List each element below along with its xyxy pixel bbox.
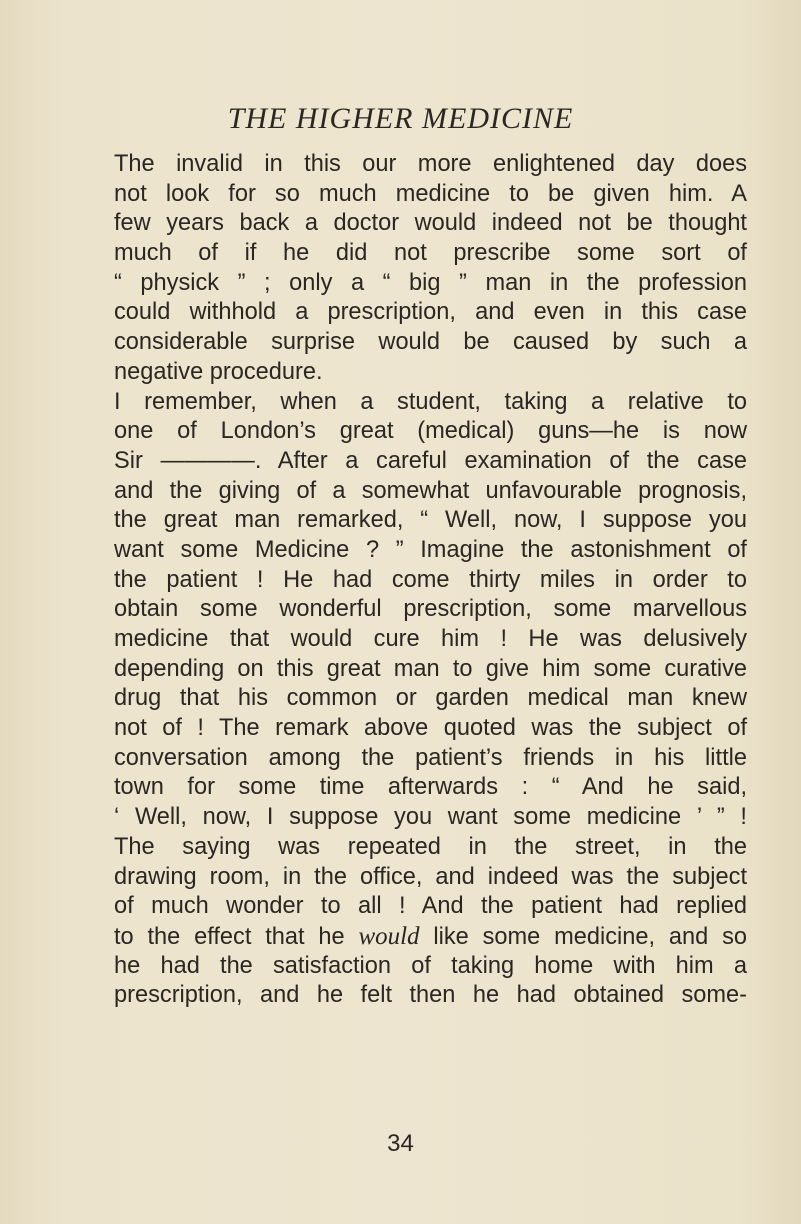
body-text [114, 150, 747, 1011]
page-number: 34 [387, 1130, 414, 1157]
text-line: Sir ————. After a careful examination of the case [114, 447, 747, 474]
text-line: drug that his common or garden medical man knew [114, 685, 747, 712]
text-line: not look for so much medicine to be given him. A [114, 180, 747, 207]
text-line: town for some time afterwards : “ And he said, [114, 774, 747, 801]
text-line: obtain some wonderful prescription, some marvellous [114, 596, 747, 623]
text-line: conversation among the patient’s friends in his little [114, 744, 747, 771]
text-line: and the giving of a somewhat unfavourable prognosis, [114, 477, 747, 504]
text-line: he had the satisfaction of taking home with him a [114, 952, 747, 979]
text-line: the patient ! He had come thirty miles in order to [114, 566, 747, 593]
text-line: I remember, when a student, taking a relative to [114, 388, 747, 415]
text-line: much of if he did not prescribe some sort of [114, 240, 747, 267]
text-line: “ physick ” ; only a “ big ” man in the profession [114, 269, 747, 296]
text-line: one of London’s great (medical) guns—he is now [114, 418, 747, 445]
text-line: The saying was repeated in the street, in the [114, 833, 747, 860]
text-line: of much wonder to all ! And the patient had replied [114, 893, 747, 920]
text-line: The invalid in this our more enlightened day does [114, 151, 747, 177]
text-line: drawing room, in the office, and indeed was the subject [114, 863, 747, 890]
text-line: could withhold a prescription, and even in this case [114, 299, 747, 326]
text-line: medicine that would cure him ! He was delusively [114, 626, 747, 652]
text-line: negative procedure. [114, 358, 323, 385]
text-line: to the effect that he would like some medicine, and so [114, 922, 747, 950]
text-line: considerable surprise would be caused by such a [114, 329, 747, 356]
text-line: prescription, and he felt then he had obtained some- [114, 982, 747, 1009]
text-line: want some Medicine ? ” Imagine the astonishment of [114, 536, 747, 563]
text-line: depending on this great man to give him some curative [114, 655, 747, 682]
running-head: THE HIGHER MEDICINE [227, 102, 574, 135]
text-line: few years back a doctor would indeed not be thought [114, 210, 747, 237]
text-line: not of ! The remark above quoted was the subject of [114, 715, 747, 742]
text-line: the great man remarked, “ Well, now, I suppose you [114, 507, 747, 534]
text-line: ‘ Well, now, I suppose you want some medicine ’ ” ! [114, 804, 747, 831]
